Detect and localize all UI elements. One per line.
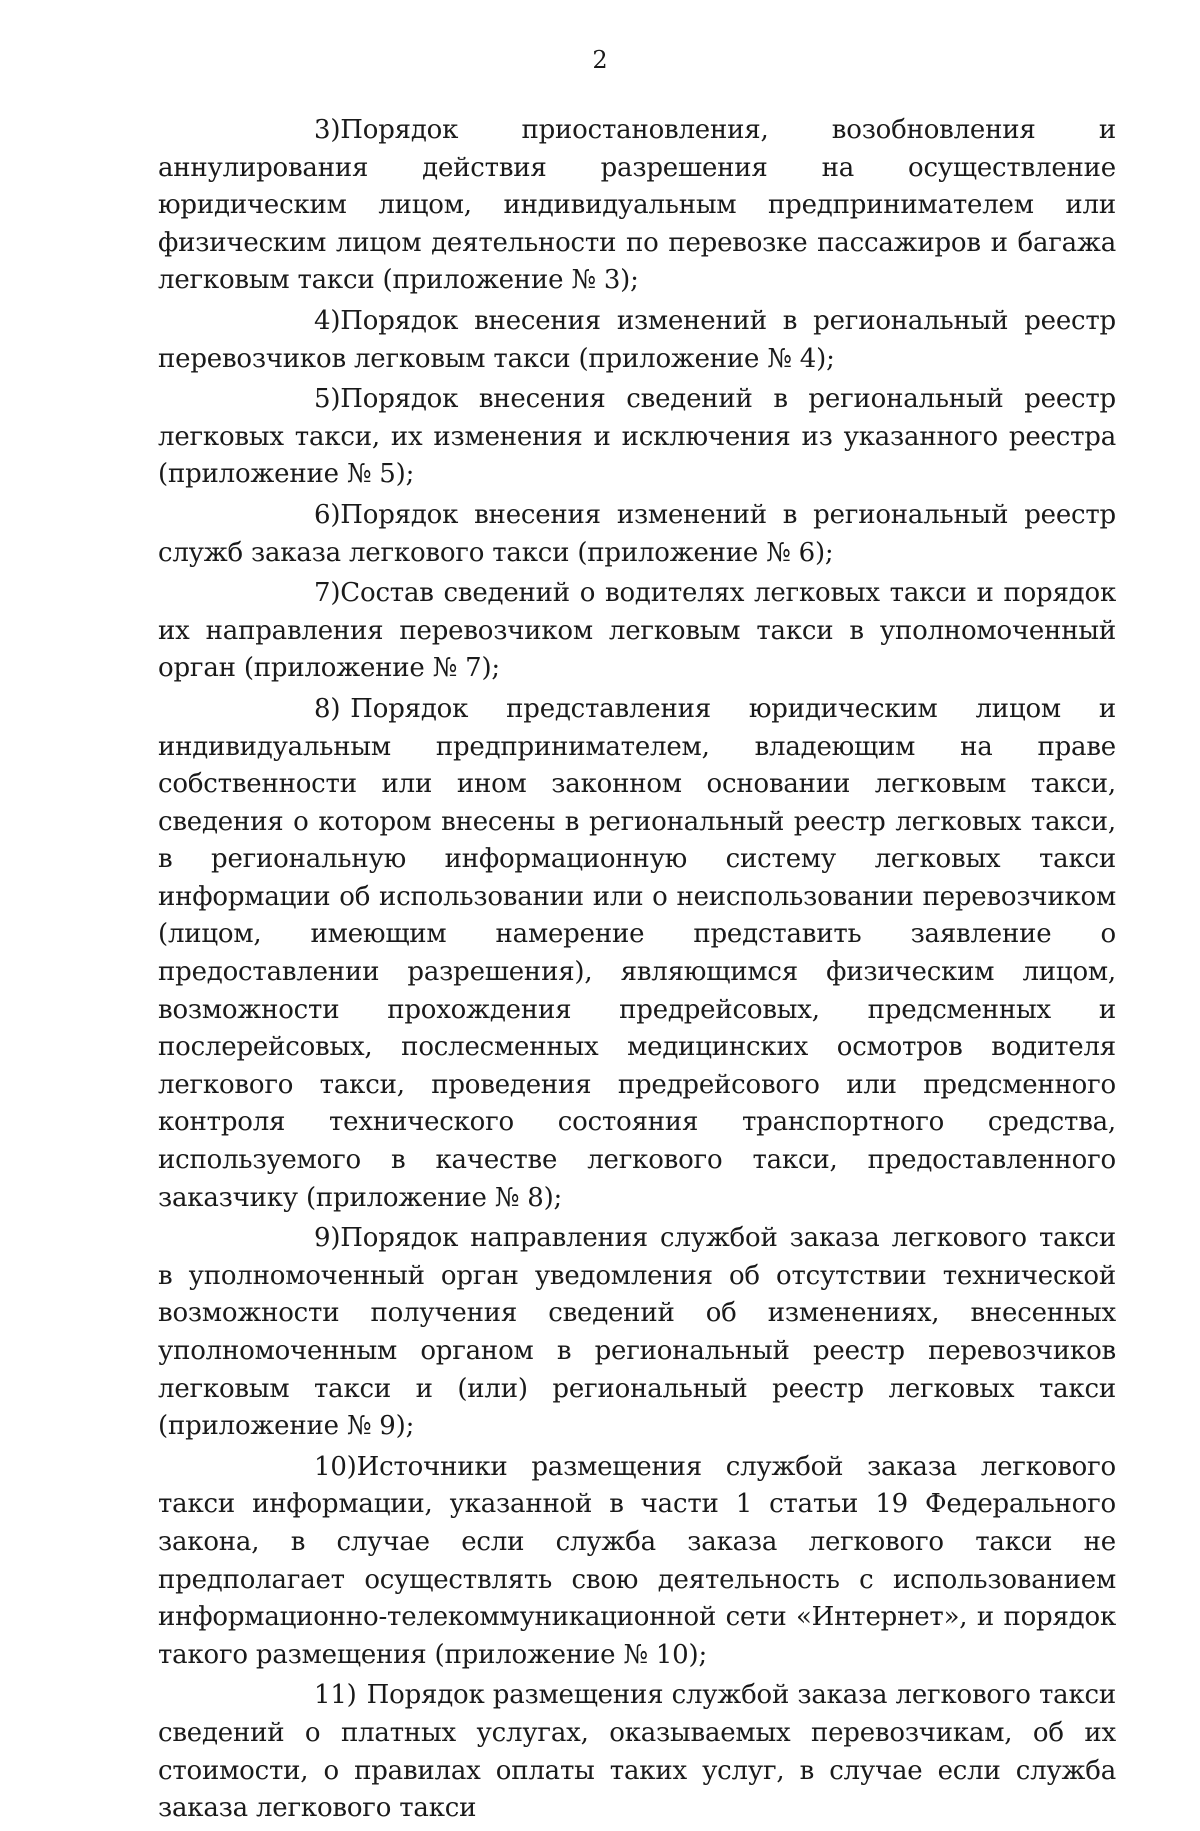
paragraph-item-5 — [158, 381, 1116, 494]
item-text: Порядок внесения изменений в региональный реестр перевозчиков легковым такси (приложение № 4); — [158, 305, 1116, 374]
item-text: Состав сведений о водителях легковых такси и порядок их направления перевозчиком легковым такси в уполномоченный орган (приложение № 7); — [158, 578, 1116, 684]
item-text: Порядок направления службой заказа легкового такси в уполномоченный орган уведомления об отсутствии технической возможности получения сведений об изменениях, внесенных уполномоченным органом в региональный реестр перевозчиков легковым такси и (или) региональный реестр легковых такси (приложение № 9); — [158, 1223, 1116, 1442]
paragraph-item-8 — [158, 691, 1116, 1217]
item-number: 9) — [314, 1223, 341, 1254]
paragraph-item-4 — [158, 303, 1116, 378]
item-number: 5) — [314, 384, 341, 415]
paragraph-item-6 — [158, 497, 1116, 572]
item-number: 4) — [314, 305, 341, 336]
item-text: Порядок представления юридическим лицом и индивидуальным предпринимателем, владеющим на праве собственности или ином законном основании легковым такси, сведения о котором внесены в региональный реестр легковых такси, в региональную информационную систему легковых такси информации об использовании или о неиспользовании перевозчиком (лицом, имеющим намерение представить заявление о предоставлении разрешения), являющимся физическим лицом, возможности прохождения предрейсовых, предсменных и послерейсовых, послесменных медицинских осмотров водителя легкового такси, проведения предрейсового или предсменного контроля технического состояния транспортного средства, используемого в качестве легкового такси, предоставленного заказчику (приложение № 8); — [158, 693, 1116, 1213]
item-text: Порядок внесения изменений в региональный реестр служб заказа легкового такси (приложение № 6); — [158, 499, 1116, 568]
page-number: 2 — [592, 46, 608, 74]
item-number: 3) — [314, 115, 341, 145]
item-number: 8) — [314, 693, 341, 724]
paragraph-item-3 — [158, 112, 1116, 300]
paragraph-item-10 — [158, 1449, 1116, 1675]
paragraph-item-9 — [158, 1220, 1116, 1446]
item-number: 6) — [314, 499, 341, 530]
paragraph-item-11 — [158, 1677, 1116, 1827]
paragraph-item-7 — [158, 575, 1116, 688]
item-text: Источники размещения службой заказа легкового такси информации, указанной в части 1 статьи 19 Федерального закона, в случае если служба заказа легкового такси не предполагает осуществлять свою деятельность с использованием информационно-телекоммуникационной сети «Интернет», и порядок такого размещения (приложение № 10); — [158, 1451, 1116, 1670]
document-body — [158, 112, 1116, 1831]
item-number: 11) — [314, 1680, 357, 1711]
item-number: 7) — [314, 578, 341, 609]
item-number: 10) — [314, 1451, 357, 1482]
item-text: Порядок внесения сведений в региональный реестр легковых такси, их изменения и исключения из указанного реестра (приложение № 5); — [158, 384, 1116, 490]
item-text: Порядок размещения службой заказа легкового такси сведений о платных услугах, оказываемых перевозчикам, об их стоимости, о правилах оплаты таких услуг, в случае если служба заказа легкового такси — [158, 1680, 1116, 1824]
item-text: Порядок приостановления, возобновления и аннулирования действия разрешения на осуществление юридическим лицом, индивидуальным предпринимателем или физическим лицом деятельности по перевозке пассажиров и багажа легковым такси (приложение № 3); — [158, 115, 1116, 296]
